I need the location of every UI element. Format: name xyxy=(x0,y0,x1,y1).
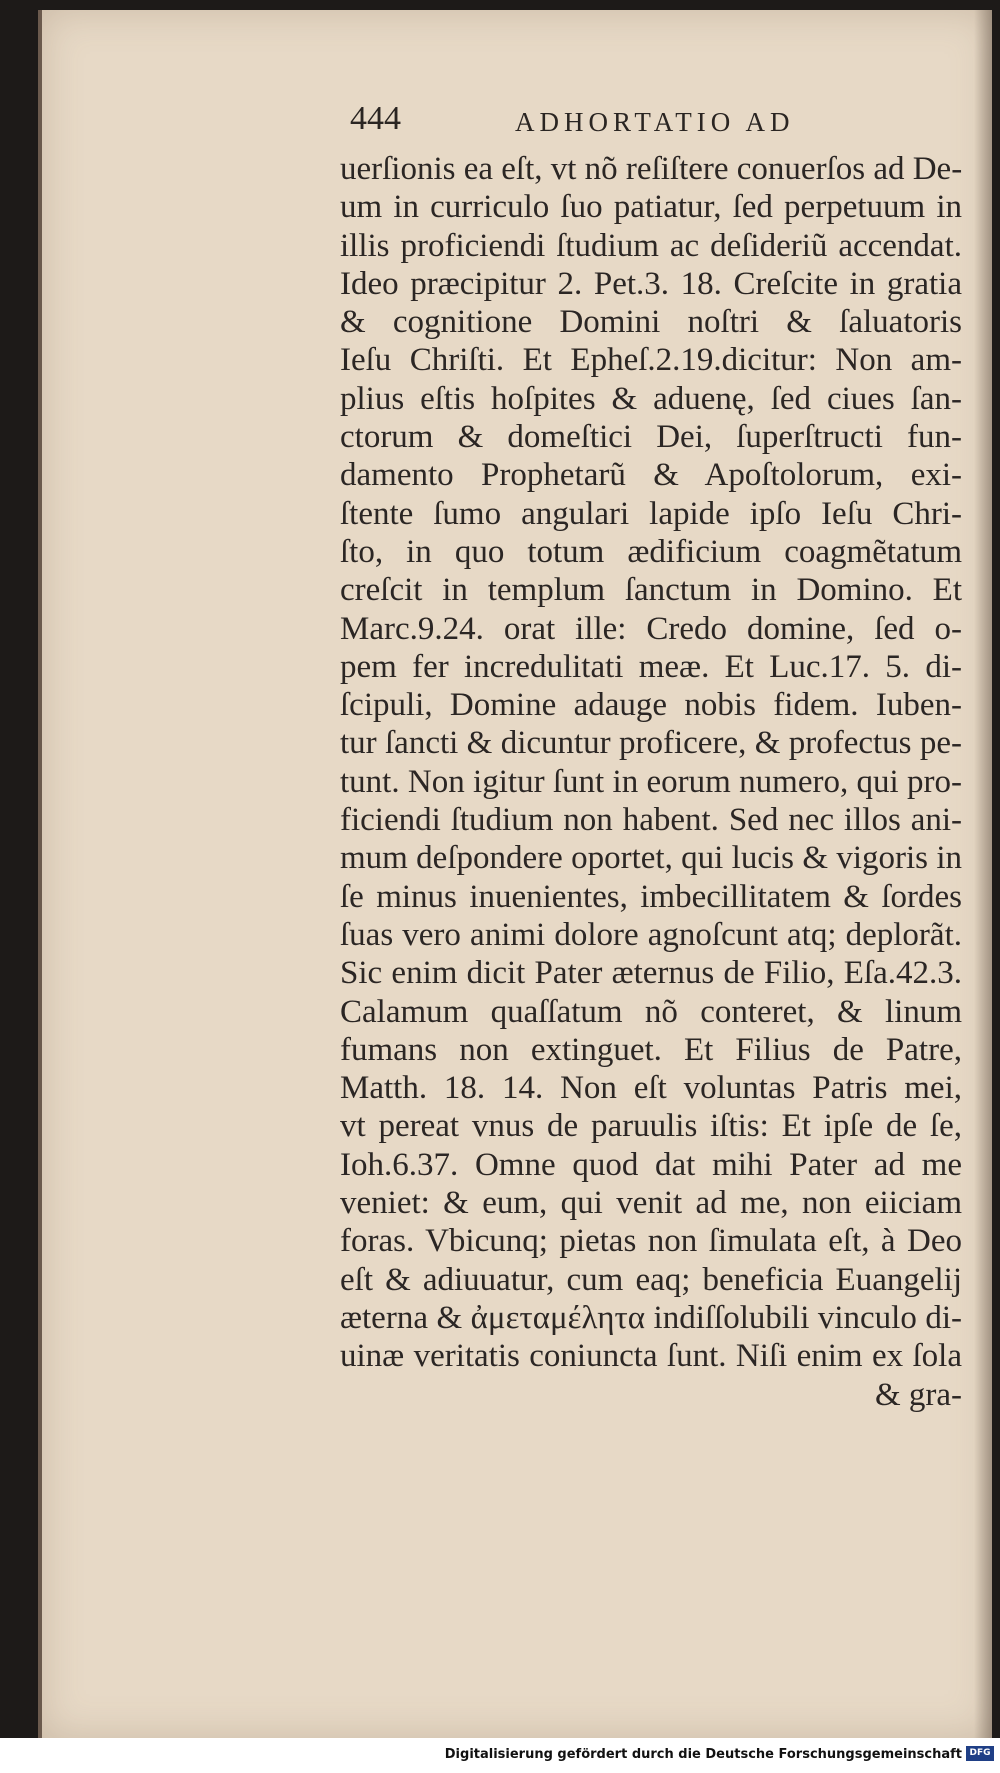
text-line: ſto, in quo totum ædificium coagmẽtatum xyxy=(340,533,962,570)
text-line: ſcipuli, Domine adauge nobis fidem. Iuben- xyxy=(340,687,962,724)
text-line: fumans non extinguet. Et Filius de Patre, xyxy=(340,1031,962,1068)
text-line: ſtente ſumo angulari lapide ipſo Ieſu Chri- xyxy=(340,495,962,532)
text-line: ficiendi ſtudium non habent. Sed nec illos ani- xyxy=(340,802,962,839)
text-line: Matth. 18. 14. Non eſt voluntas Patris mei, xyxy=(340,1070,962,1107)
footer xyxy=(0,1738,1000,1773)
text-line: ſuas vero animi dolore agnoſcunt atq; deplorãt. xyxy=(340,916,962,953)
text-line: veniet: & eum, qui venit ad me, non eiiciam xyxy=(340,1185,962,1222)
text-line: tur ſancti & dicuntur proficere, & profectus pe- xyxy=(340,725,962,762)
text-line: Calamum quaſſatum nõ conteret, & linum xyxy=(340,993,962,1030)
text-line: ſe minus inuenientes, imbecillitatem & ſordes xyxy=(340,878,962,915)
text-line: Ideo præcipitur 2. Pet.3. 18. Creſcite in gratia xyxy=(340,265,962,302)
text-line: Ieſu Chriſti. Et Epheſ.2.19.dicitur: Non am- xyxy=(340,342,962,379)
text-line: & gra- xyxy=(874,1376,962,1413)
running-head: ADHORTATIO AD xyxy=(515,107,795,137)
text-line: pem fer incredulitati meæ. Et Luc.17. 5. di- xyxy=(340,648,962,685)
text-line: & cognitione Domini noſtri & ſaluatoris xyxy=(340,304,962,341)
text-line: foras. Vbicunq; pietas non ſimulata eſt, à Deo xyxy=(340,1223,962,1260)
page-header xyxy=(350,100,950,146)
text-line: Marc.9.24. orat ille: Credo domine, ſed o- xyxy=(340,610,962,647)
text-line: uinæ veritatis coniuncta ſunt. Niſi enim ex ſola xyxy=(340,1338,962,1375)
text-line: Sic enim dicit Pater æternus de Filio, Eſa.42.3. xyxy=(340,955,962,992)
dfg-logo: DFG xyxy=(966,1746,994,1761)
text-line: vt pereat vnus de paruulis iſtis: Et ipſe de ſe, xyxy=(340,1108,962,1145)
text-line: eſt & adiuuatur, cum eaq; beneficia Euangelij xyxy=(340,1261,962,1298)
text-line: creſcit in templum ſanctum in Domino. Et xyxy=(340,572,962,609)
text-line: æterna & ἀμεταμέλητα indiſſolubili vinculo di- xyxy=(340,1299,962,1336)
text-line: Ioh.6.37. Omne quod dat mihi Pater ad me xyxy=(340,1146,962,1183)
page-number: 444 xyxy=(350,100,401,137)
text-line: damento Prophetarũ & Apoſtolorum, exi- xyxy=(340,457,962,494)
text-line: ctorum & domeſtici Dei, ſuperſtructi fun- xyxy=(340,419,962,456)
text-line: plius eſtis hoſpites & aduenę, ſed ciues ſan- xyxy=(340,380,962,417)
body-text xyxy=(340,150,962,1414)
text-line: um in curriculo ſuo patiatur, ſed perpetuum in xyxy=(340,189,962,226)
footer-credit: Digitalisierung gefördert durch die Deutsche Forschungsgemeinschaft xyxy=(444,1747,962,1762)
text-line: mum deſpondere oportet, qui lucis & vigoris in xyxy=(340,840,962,877)
text-line: illis proficiendi ſtudium ac deſideriũ accendat. xyxy=(340,227,962,264)
text-line: uerſionis ea eſt, vt nõ reſiſtere conuerſos ad De- xyxy=(340,151,963,187)
text-line: tunt. Non igitur ſunt in eorum numero, qui pro- xyxy=(340,763,962,800)
